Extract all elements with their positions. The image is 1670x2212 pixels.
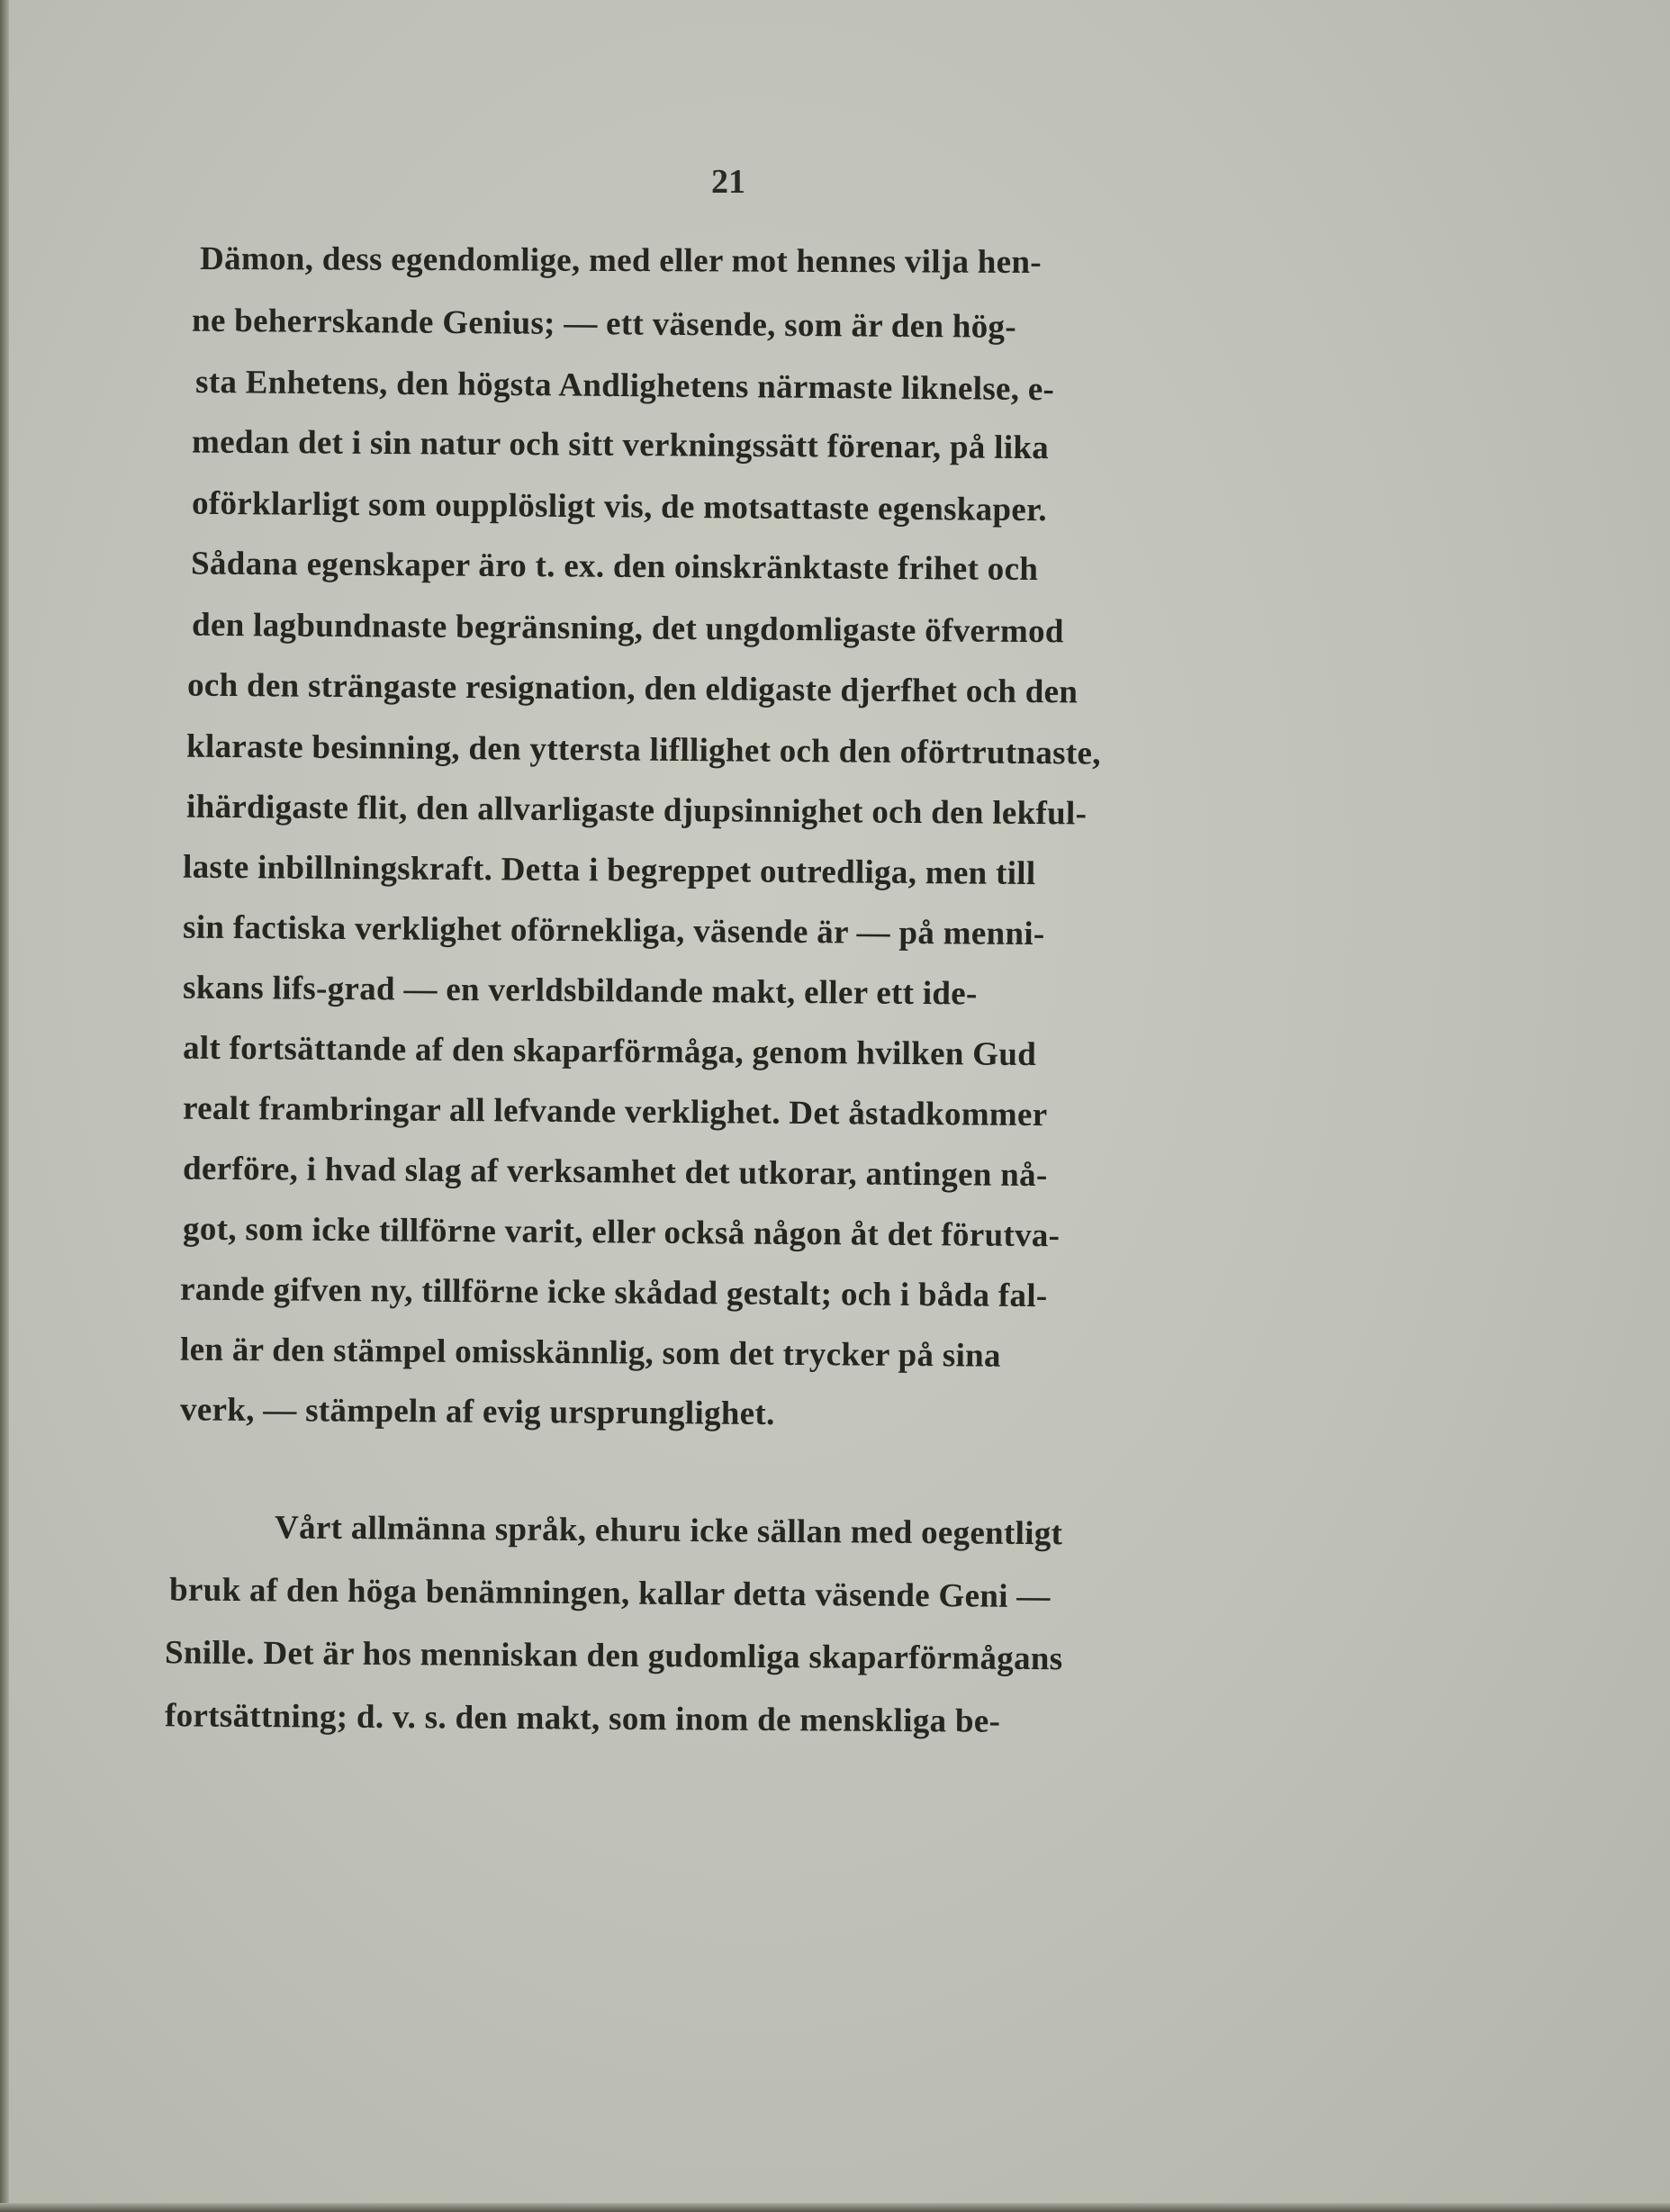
- text-line: klaraste besinning, den yttersta lifllighet och den oförtrutnaste,: [185, 727, 1101, 772]
- text-line: bruk af den höga benämningen, kallar detta väsende Geni —: [168, 1571, 1051, 1616]
- text-line: ihärdigaste flit, den allvarligaste djupsinnighet och den lekful-: [185, 788, 1088, 833]
- page-number: 21: [711, 163, 745, 201]
- text-line: alt fortsättande af den skaparförmåga, genom hvilken Gud: [182, 1029, 1037, 1074]
- text-line: oförklarligt som oupplösligt vis, de motsattaste egenskaper.: [191, 484, 1048, 529]
- text-line: realt frambringar all lefvande verklighet. Det åstadkommer: [182, 1089, 1048, 1134]
- text-line: got, som icke tillförne varit, eller också någon åt det förutva-: [182, 1210, 1061, 1255]
- text-line: och den strängaste resignation, den eldigaste djerfhet och den: [186, 666, 1079, 711]
- text-line: len är den stämpel omisskännlig, som det trycker på sina: [179, 1331, 1001, 1375]
- page-bottom-edge: [0, 2203, 1670, 2212]
- text-line: rande gifven ny, tillförne icke skådad gestalt; och i båda fal-: [179, 1270, 1048, 1315]
- text-line: sin factiska verklighet oförnekliga, väsende är — på menni-: [182, 908, 1045, 953]
- text-line: sta Enhetens, den högsta Andlighetens närmaste liknelse, e-: [194, 363, 1055, 409]
- text-line: verk, — stämpeln af evig ursprunglighet.: [179, 1391, 775, 1433]
- text-line: Vårt allmänna språk, ehuru icke sällan med oegentligt: [274, 1509, 1063, 1553]
- text-line: den lagbundnaste begränsning, det ungdomligaste öfvermod: [191, 606, 1064, 651]
- text-line: fortsättning; d. v. s. den makt, som inom de menskliga be-: [164, 1697, 1001, 1740]
- text-line: Snille. Det är hos menniskan den gudomliga skaparförmågans: [164, 1634, 1063, 1678]
- text-line: derföre, i hvad slag af verksamhet det utkorar, antingen nå-: [182, 1150, 1048, 1195]
- text-line: laste inbillningskraft. Detta i begreppet outredliga, men till: [182, 848, 1036, 893]
- text-line: medan det i sin natur och sitt verkningssätt förenar, på lika: [191, 423, 1050, 467]
- text-line: Sådana egenskaper äro t. ex. den oinskränktaste frihet och: [190, 545, 1039, 589]
- text-line: Dämon, dess egendomlige, med eller mot hennes vilja hen-: [199, 239, 1043, 282]
- text-line: skans lifs-grad — en verldsbildande makt, eller ett ide-: [182, 969, 978, 1013]
- text-line: ne beherrskande Genius; — ett väsende, som är den hög-: [191, 302, 1017, 346]
